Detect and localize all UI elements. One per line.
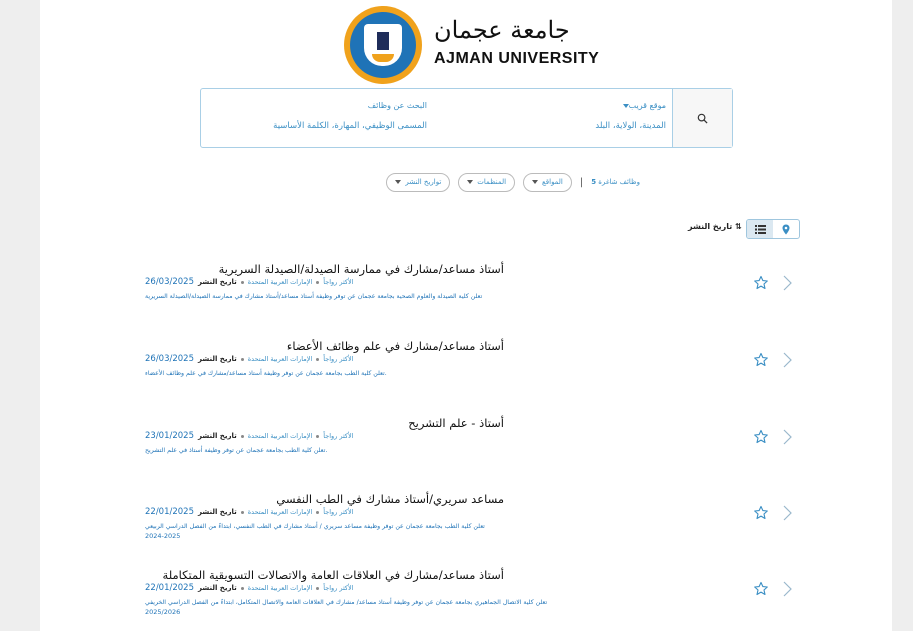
- star-icon[interactable]: [753, 352, 769, 368]
- filter-organizations[interactable]: المنظمات: [458, 173, 515, 192]
- location-label[interactable]: موقع قريب: [437, 101, 666, 110]
- list-view-icon: [755, 225, 766, 234]
- job-date-label: تاريخ النشر: [198, 508, 237, 516]
- filter-bar: [340, 172, 640, 192]
- location-input[interactable]: المدينة، الولاية، البلد: [595, 121, 666, 131]
- chevron-down-icon: [467, 180, 473, 184]
- star-icon[interactable]: [753, 505, 769, 521]
- page-container: [40, 0, 892, 631]
- job-date: 22/01/2025: [145, 583, 194, 593]
- job-meta: [145, 583, 354, 593]
- job-date-label: تاريخ النشر: [198, 278, 237, 286]
- ajman-university-logo[interactable]: [344, 6, 600, 84]
- star-icon[interactable]: [753, 581, 769, 597]
- job-meta: [145, 431, 354, 441]
- job-date: 22/01/2025: [145, 507, 194, 517]
- job-description-term: 2024-2025: [145, 532, 181, 540]
- job-listing[interactable]: [145, 339, 845, 395]
- job-location: الإمارات العربية المتحدة: [247, 278, 313, 286]
- search-button[interactable]: [672, 89, 732, 147]
- job-description: تعلن كلية الصيدلة والعلوم الصحية بجامعة عجمان عن توفر وظيفة أستاذ مساعد/أستاذ مشارك في ممارسة الصيدلة/الصيدلة السريرية: [145, 293, 483, 300]
- chevron-right-icon[interactable]: [781, 580, 793, 598]
- job-date-label: تاريخ النشر: [198, 432, 237, 440]
- search-icon: [697, 113, 708, 124]
- university-seal-icon: [344, 6, 422, 84]
- chevron-down-icon: [532, 180, 538, 184]
- list-view-button[interactable]: [747, 220, 773, 238]
- job-description: تعلن كلية الطب بجامعة عجمان عن توفر وظيفة مساعد سريري / أستاذ مشارك في الطب النفسي، ابتداءً من الفصل الدراسي الربيعي: [145, 523, 485, 530]
- sort-arrows-icon: ⇅: [735, 222, 742, 231]
- job-title[interactable]: مساعد سريري/أستاذ مشارك في الطب النفسي: [276, 492, 504, 506]
- job-listing[interactable]: [145, 568, 845, 624]
- job-date: 26/03/2025: [145, 277, 194, 287]
- job-tag: الأكثر رواجاً: [323, 355, 354, 363]
- job-description: تعلن كلية الطب بجامعة عجمان عن توفر وظيفة أستاذ في علم التشريح.: [145, 447, 328, 454]
- divider: |: [579, 176, 584, 188]
- logo-english-text: AJMAN UNIVERSITY: [434, 50, 600, 67]
- job-title[interactable]: أستاذ مساعد/مشارك في العلاقات العامة والاتصالات التسويقية المتكاملة: [162, 568, 504, 582]
- logo-arabic-text: جامعة عجمان: [434, 16, 570, 44]
- keyword-input[interactable]: المسمى الوظيفي، المهارة، الكلمة الأساسية: [273, 121, 427, 131]
- map-pin-icon: [782, 224, 790, 235]
- chevron-right-icon[interactable]: [781, 274, 793, 292]
- job-title[interactable]: أستاذ مساعد/مشارك في ممارسة الصيدلة/الصيدلة السريرية: [218, 262, 504, 276]
- job-date-label: تاريخ النشر: [198, 584, 237, 592]
- star-icon[interactable]: [753, 275, 769, 291]
- job-listing[interactable]: [145, 416, 845, 472]
- job-meta: [145, 507, 354, 517]
- job-location: الإمارات العربية المتحدة: [247, 508, 313, 516]
- chevron-right-icon[interactable]: [781, 504, 793, 522]
- job-description-term: 2025/2026: [145, 608, 181, 616]
- chevron-right-icon[interactable]: [781, 351, 793, 369]
- keyword-label: البحث عن وظائف: [367, 101, 427, 110]
- job-location: الإمارات العربية المتحدة: [247, 584, 313, 592]
- keyword-search-field[interactable]: [201, 89, 437, 147]
- job-tag: الأكثر رواجاً: [323, 508, 354, 516]
- job-tag: الأكثر رواجاً: [323, 278, 354, 286]
- job-date: 26/03/2025: [145, 354, 194, 364]
- chevron-right-icon[interactable]: [781, 428, 793, 446]
- job-date: 23/01/2025: [145, 431, 194, 441]
- chevron-down-icon: [395, 180, 401, 184]
- job-listing[interactable]: [145, 492, 845, 548]
- job-tag: الأكثر رواجاً: [323, 584, 354, 592]
- job-listing[interactable]: [145, 262, 845, 318]
- sort-control[interactable]: تاريخ النشر ⇅: [688, 222, 742, 231]
- job-search-form: [200, 88, 733, 148]
- job-description: تعلن كلية الاتصال الجماهيري بجامعة عجمان عن توفر وظيفة أستاذ مساعد/ مشارك في العلاقات العامة والاتصال المتكامل، ابتداءً من الفصل الدراسي الخريفي: [145, 599, 548, 606]
- filter-post-dates[interactable]: تواريخ النشر: [386, 173, 450, 192]
- job-location: الإمارات العربية المتحدة: [247, 355, 313, 363]
- vacancy-count: وظائف شاغرة 5: [591, 178, 640, 186]
- job-location: الإمارات العربية المتحدة: [247, 432, 313, 440]
- job-title[interactable]: أستاذ مساعد/مشارك في علم وظائف الأعضاء: [286, 339, 504, 353]
- view-toggle: [746, 219, 800, 239]
- star-icon[interactable]: [753, 429, 769, 445]
- job-meta: [145, 354, 354, 364]
- job-date-label: تاريخ النشر: [198, 355, 237, 363]
- location-search-field[interactable]: [437, 89, 675, 147]
- filter-locations[interactable]: المواقع: [523, 173, 572, 192]
- job-meta: [145, 277, 354, 287]
- job-tag: الأكثر رواجاً: [323, 432, 354, 440]
- job-description: تعلن كلية الطب بجامعة عجمان عن توفر وظيفة أستاذ مساعد/مشارك في علم وظائف الأعضاء.: [145, 370, 387, 377]
- job-title[interactable]: أستاذ - علم التشريح: [408, 416, 504, 430]
- map-view-button[interactable]: [773, 220, 799, 238]
